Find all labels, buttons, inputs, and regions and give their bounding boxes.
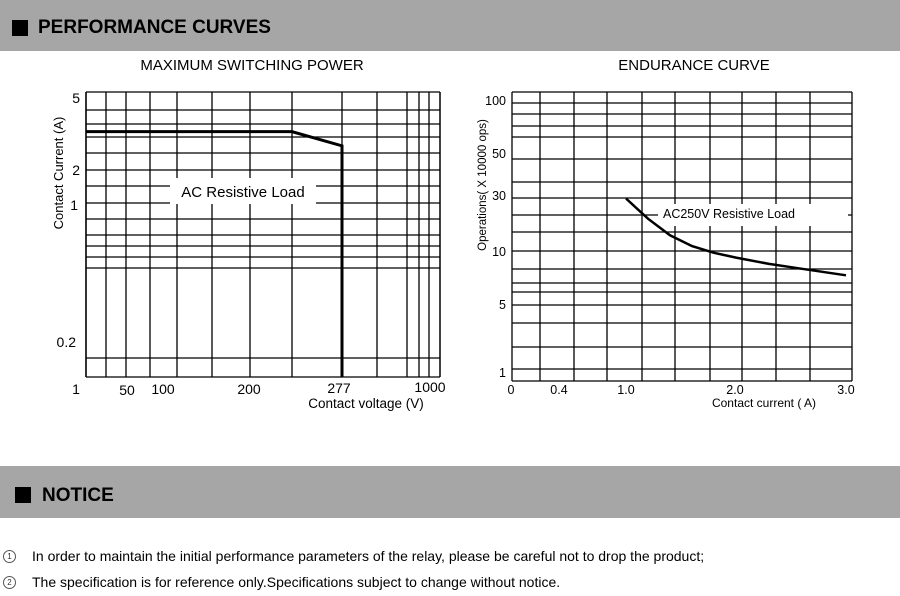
x-tick-label: 200 bbox=[237, 381, 261, 397]
y-tick-label: 5 bbox=[499, 298, 506, 312]
y-tick-label: 1 bbox=[499, 366, 506, 380]
y-tick-label: 0.2 bbox=[56, 334, 76, 350]
notice-header bbox=[0, 466, 900, 518]
notice-text: The specification is for reference only.Specifications subject to change without notice. bbox=[32, 574, 561, 590]
y-tick-label: 1 bbox=[70, 197, 78, 213]
chart-annotation: AC Resistive Load bbox=[181, 184, 305, 201]
y-tick-label: 30 bbox=[492, 189, 506, 203]
chart-title: ENDURANCE CURVE bbox=[618, 57, 770, 74]
x-tick-label: 0.4 bbox=[550, 383, 568, 397]
y-axis-label: Contact Current (A) bbox=[51, 116, 66, 230]
y-tick-label: 50 bbox=[492, 147, 506, 161]
x-tick-label: 1.0 bbox=[617, 383, 635, 397]
x-axis-label: Contact voltage (V) bbox=[308, 396, 424, 411]
x-tick-label: 1 bbox=[72, 381, 80, 397]
notice-number: 2 bbox=[3, 576, 16, 589]
x-tick-label: 3.0 bbox=[837, 383, 855, 397]
y-axis-label: Operations( X 10000 ops) bbox=[477, 119, 489, 251]
y-tick-label: 100 bbox=[485, 94, 506, 108]
x-tick-label: 0 bbox=[507, 383, 515, 397]
x-axis-label: Contact current ( A) bbox=[711, 396, 817, 410]
x-tick-label: 2.0 bbox=[726, 383, 744, 397]
y-tick-label: 2 bbox=[72, 162, 80, 178]
series-line bbox=[86, 132, 342, 377]
notice-number: 1 bbox=[3, 550, 16, 563]
x-tick-label: 1000 bbox=[414, 379, 446, 395]
chart-title: MAXIMUM SWITCHING POWER bbox=[140, 57, 364, 74]
notice-text: In order to maintain the initial performance parameters of the relay, please be careful not to drop the product; bbox=[32, 548, 705, 564]
section-title: PERFORMANCE CURVES bbox=[38, 17, 271, 38]
notice-title: NOTICE bbox=[42, 485, 114, 506]
x-tick-label: 100 bbox=[151, 381, 175, 397]
chart-annotation: AC250V Resistive Load bbox=[662, 207, 796, 221]
section-square-icon bbox=[15, 487, 31, 503]
y-tick-label: 5 bbox=[72, 90, 80, 106]
y-tick-label: 10 bbox=[492, 245, 506, 259]
x-tick-label: 277 bbox=[327, 380, 351, 396]
x-tick-label: 50 bbox=[119, 382, 135, 398]
